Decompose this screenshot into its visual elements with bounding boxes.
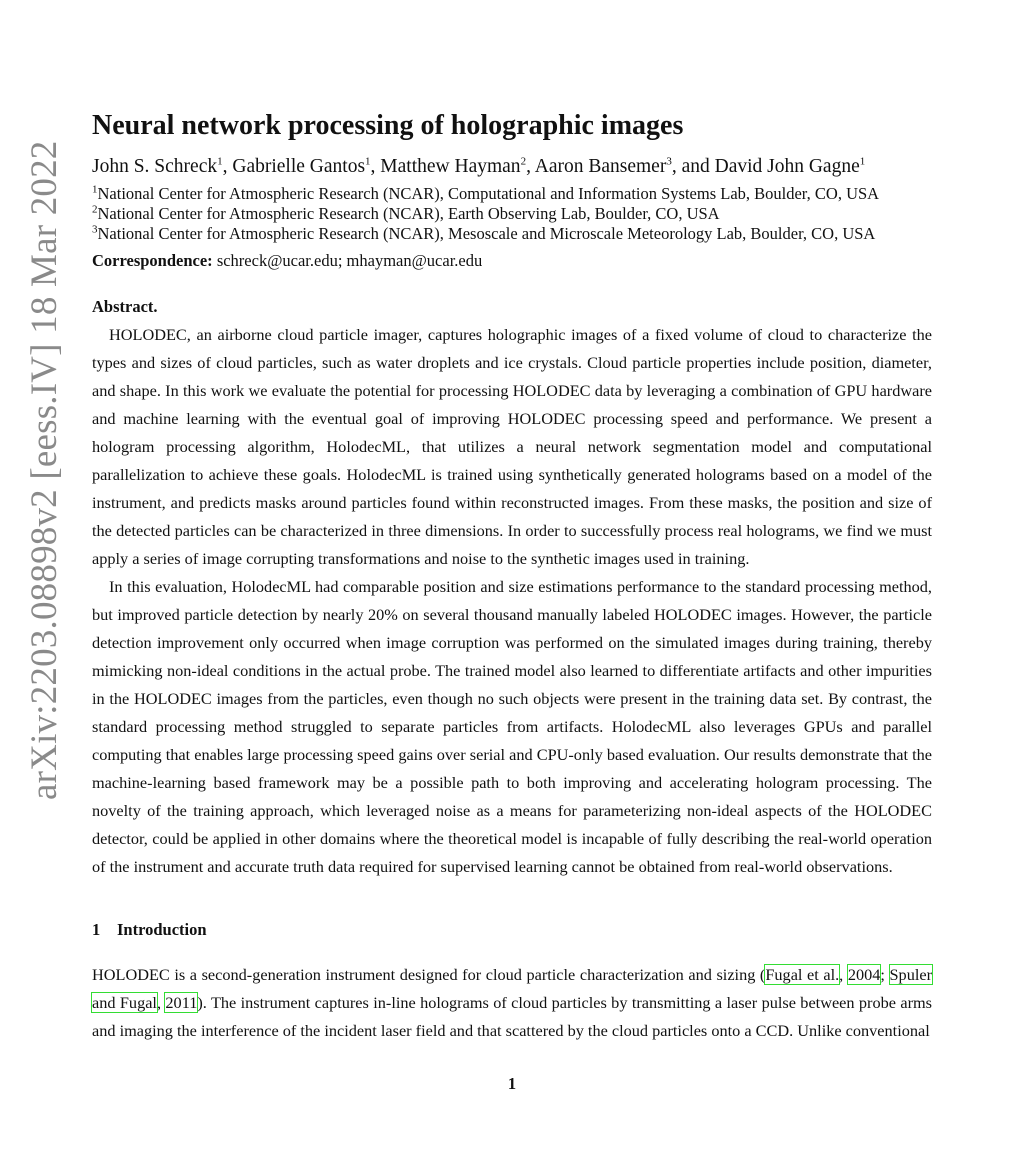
author-affiliation-mark: 1 xyxy=(859,155,866,168)
author-name: Aaron Bansemer xyxy=(534,156,667,177)
author-affiliation-mark: 2 xyxy=(520,155,527,168)
abstract-paragraph: In this evaluation, HolodecML had comparable position and size estimations performance to the standard processing method, but improved particle detection by nearly 20% on several thousand manually labeled HOLODEC images. However, the particle detection improvement only occurred when image corruption was performed on the simulated images during training, thereby mimicking non-ideal conditions in the actual probe. The trained model also learned to differentiate artifacts and other impurities in the HOLODEC images from the particles, even though no such objects were present in the training data set. By contrast, the standard processing method struggled to separate particles from artifacts. HolodecML also leverages GPUs and parallel computing that enables large processing speed gains over serial and CPU-only based evaluation. Our results demonstrate that the machine-learning based framework may be a possible path to both improving and accelerating hologram processing. The novelty of the training approach, which leveraged noise as a means for parameterizing non-ideal aspects of the HOLODEC detector, could be applied in other domains where the theoretical model is incapable of fully describing the real-world operation of the instrument and accurate truth data required for supervised learning cannot be obtained from real-world observations. xyxy=(92,577,932,876)
affiliation-text: National Center for Atmospheric Research (NCAR), Mesoscale and Microscale Meteorology Lab, Boulder, CO, USA xyxy=(97,224,876,243)
author-separator: , and xyxy=(671,156,715,177)
paper-title: Neural network processing of holographic images xyxy=(92,110,684,141)
introduction-paragraph xyxy=(92,961,932,1045)
section-title: Introduction xyxy=(117,920,207,939)
author-affiliation-mark: 1 xyxy=(365,155,371,168)
section-heading xyxy=(92,919,932,941)
affiliation xyxy=(92,184,932,204)
affiliation xyxy=(92,224,932,244)
affiliation-number: 1 xyxy=(92,183,98,196)
intro-text: ). The instrument captures in-line holograms of cloud particles by transmitting a laser pulse between probe arms and imaging the interference of the incident laser field and that scattered by the cloud particles onto a CCD. Unlike conventional xyxy=(92,993,933,1040)
citation-separator: , xyxy=(839,965,848,984)
page-number: 1 xyxy=(507,1074,517,1093)
author-affiliation-mark: 1 xyxy=(217,155,223,168)
author-name: Matthew Hayman xyxy=(380,156,521,177)
author-list xyxy=(92,154,932,180)
affiliation-number: 3 xyxy=(92,223,98,236)
correspondence-emails: schreck@ucar.edu; mhayman@ucar.edu xyxy=(212,251,483,270)
citation-separator: , xyxy=(156,993,166,1012)
abstract-paragraph: HOLODEC, an airborne cloud particle imager, captures holographic images of a fixed volume of cloud to characterize the types and sizes of cloud particles, such as water droplets and ice crystals. Cloud particle properties include position, diameter, and shape. In this work we evaluate the potential for processing HOLODEC data by leveraging a combination of GPU hardware and machine learning with the eventual goal of improving HOLODEC processing speed and performance. We present a hologram processing algorithm, HolodecML, that utilizes a neural network segmentation model and computational parallelization to achieve these goals. HolodecML is trained using synthetically generated holograms based on a model of the instrument, and predicts masks around particles found within reconstructed images. From these masks, the position and size of the detected particles can be characterized in three dimensions. In order to successfully process real holograms, we find we must apply a series of image corrupting transformations and noise to the synthetic images used in training. xyxy=(92,325,932,568)
author-separator: , xyxy=(370,156,381,177)
affiliation-text: National Center for Atmospheric Research (NCAR), Computational and Information Systems Lab, Boulder, CO, USA xyxy=(97,184,880,203)
abstract-heading: Abstract. xyxy=(92,297,158,316)
citation-link[interactable]: 2011 xyxy=(165,993,198,1012)
affiliation-number: 2 xyxy=(92,203,98,216)
citation-link[interactable]: Fugal et al. xyxy=(765,965,840,984)
correspondence-label: Correspondence: xyxy=(92,251,213,270)
citation-separator: ; xyxy=(880,965,890,984)
citation-link[interactable]: Spuler and Fugal xyxy=(92,965,933,1012)
citation-link[interactable]: 2004 xyxy=(847,965,881,984)
author-name: David John Gagne xyxy=(714,156,860,177)
affiliation-text: National Center for Atmospheric Research (NCAR), Earth Observing Lab, Boulder, CO, USA xyxy=(97,204,720,223)
author-separator: , xyxy=(526,156,535,177)
affiliation-list xyxy=(92,184,932,244)
paper-content xyxy=(92,107,932,1045)
affiliation xyxy=(92,204,932,224)
section-number: 1 xyxy=(92,920,101,939)
author-separator: , xyxy=(222,156,233,177)
arxiv-watermark: arXiv:2203.08898v2 [eess.IV] 18 Mar 2022 xyxy=(24,140,65,800)
author-name: John S. Schreck xyxy=(92,156,218,177)
intro-text: HOLODEC is a second-generation instrument designed for cloud particle characterization and sizing ( xyxy=(92,965,766,984)
author-name: Gabrielle Gantos xyxy=(232,156,366,177)
author-affiliation-mark: 3 xyxy=(666,155,672,168)
correspondence xyxy=(92,250,932,272)
